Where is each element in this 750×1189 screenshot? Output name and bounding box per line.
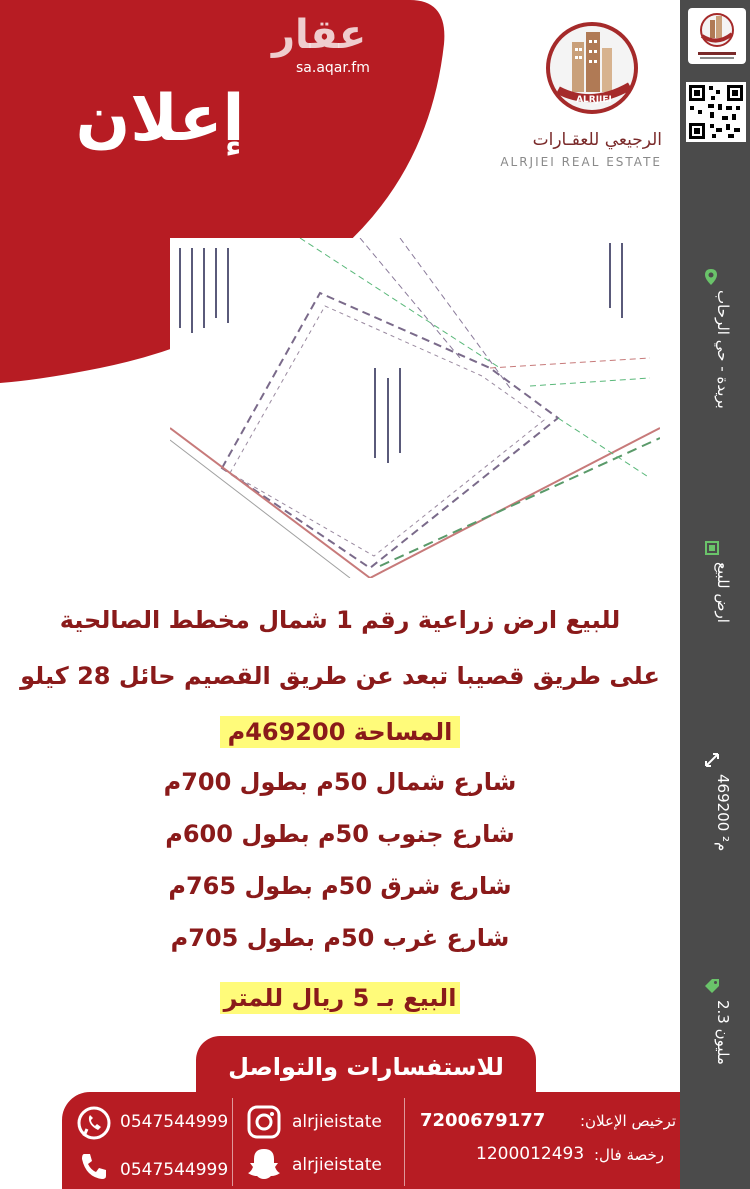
sidebar-category: ارض للبيع bbox=[714, 562, 732, 623]
sidebar-price: 2.3 مليون bbox=[714, 1000, 732, 1065]
aqar-watermark: عقار bbox=[272, 12, 367, 58]
area-highlight: المساحة 469200م bbox=[220, 716, 460, 748]
contact-divider bbox=[404, 1098, 405, 1186]
street-south: شارع جنوب 50م بطول 600م bbox=[165, 820, 515, 848]
company-name-ar: الرجيعي للعقـارات bbox=[532, 130, 662, 150]
phone-1[interactable]: 0547544999 bbox=[120, 1112, 229, 1132]
street-west: شارع غرب 50م بطول 705م bbox=[170, 924, 510, 952]
land-icon bbox=[704, 540, 720, 556]
description-line-2: على طريق قصيبا تبعد عن طريق القصيم حائل 28 كيلو bbox=[20, 662, 660, 690]
ad-license-label: ترخيص الإعلان: bbox=[580, 1112, 677, 1130]
site-plan-drawing bbox=[170, 238, 660, 578]
contact-divider bbox=[232, 1098, 233, 1186]
street-east: شارع شرق 50م بطول 765م bbox=[168, 872, 512, 900]
qr-code[interactable] bbox=[686, 82, 746, 142]
sidebar-company-logo bbox=[688, 8, 746, 64]
instagram-handle[interactable]: alrjieistate bbox=[292, 1112, 382, 1132]
phone-icon[interactable] bbox=[78, 1150, 110, 1182]
logo-text: ALRJIEI bbox=[576, 95, 612, 105]
snapchat-icon[interactable] bbox=[246, 1146, 282, 1182]
snapchat-handle[interactable]: alrjieistate bbox=[292, 1155, 382, 1175]
company-logo bbox=[544, 20, 640, 116]
sidebar-location: بريدة - حي الرحاب bbox=[714, 290, 732, 409]
company-name-en: ALRJIEI REAL ESTATE bbox=[500, 155, 662, 169]
whatsapp-icon[interactable] bbox=[76, 1105, 112, 1141]
ad-license-number: 7200679177 bbox=[420, 1110, 546, 1131]
price-highlight: البيع بـ 5 ريال للمتر bbox=[220, 982, 460, 1014]
description-line-1: للبيع ارض زراعية رقم 1 شمال مخطط الصالحية bbox=[59, 606, 621, 634]
headline: إعلان bbox=[75, 82, 245, 156]
fal-license-label: رخصة فال: bbox=[594, 1146, 665, 1164]
aqar-watermark-url: sa.aqar.fm bbox=[296, 60, 370, 76]
instagram-icon[interactable] bbox=[246, 1104, 282, 1140]
sidebar-area: 469200 م² bbox=[714, 774, 732, 852]
phone-2[interactable]: 0547544999 bbox=[120, 1160, 229, 1180]
contact-title: للاستفسارات والتواصل bbox=[196, 1036, 536, 1098]
fal-license-number: 1200012493 bbox=[476, 1144, 585, 1164]
price-tag-icon bbox=[704, 978, 720, 994]
location-pin-icon bbox=[704, 268, 718, 286]
area-icon bbox=[704, 752, 720, 768]
street-north: شارع شمال 50م بطول 700م bbox=[163, 768, 517, 796]
